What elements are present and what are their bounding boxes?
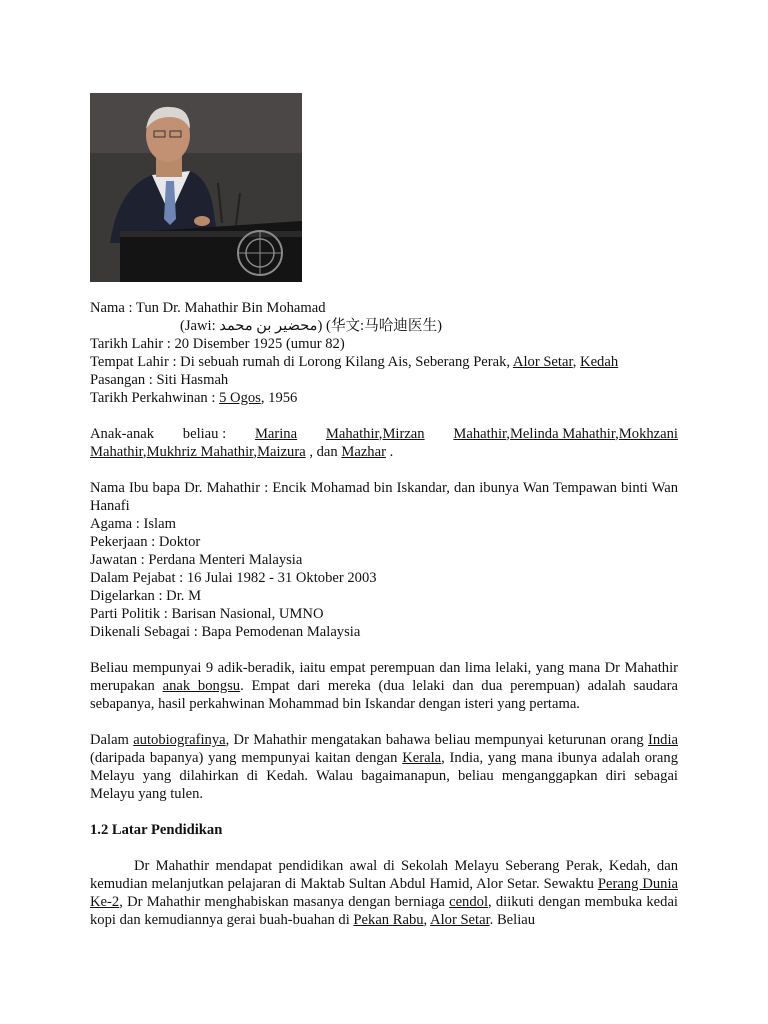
separator-dan: , dan [305,444,342,460]
separator: , [572,354,581,370]
link-perang-dunia[interactable]: Perang Dunia Ke-2 [90,876,678,910]
marriage-label: Tarikh Perkahwinan : [90,390,220,406]
link-mokhzani[interactable]: Mokhzani [618,426,678,442]
link-kedah[interactable]: Kedah [580,354,619,370]
link-alor-setar[interactable]: Alor Setar [512,354,573,370]
spouse: Pasangan : Siti Hasmah [90,372,229,388]
link-alor-setar-2[interactable]: Alor Setar [430,912,490,928]
children-label-b: beliau : [182,426,227,442]
children-line-2 [90,443,678,461]
link-cendol[interactable]: cendol [449,894,488,910]
religion: Agama : Islam [90,516,176,532]
children-block [90,425,678,461]
text: Beliau mempunyai 9 adik-beradik, iaitu empat perempuan dan lima lelaki, yang mana Dr Mahathir merupakan [90,660,678,694]
separator: , [506,426,510,442]
text: . Empat dari mereka (dua lelaki dan dua perempuan) adalah saudara sebapanya, hasil perkahwinan Mohammad bin Iskandar dengan isteri yang pertama. [90,678,678,712]
link-melinda-mahathir[interactable]: Melinda Mahathir [509,426,616,442]
parents: Nama Ibu bapa Dr. Mahathir : Encik Mohamad bin Iskandar, dan ibunya Wan Tempawan binti Wan Hanafi [90,480,678,514]
mirzan-surname-group [453,425,678,443]
marriage-date [90,389,678,407]
marriage-year: , 1956 [260,390,298,406]
portrait-illustration [90,93,302,282]
position: Jawatan : Perdana Menteri Malaysia [90,552,303,568]
link-mokhzani-surname[interactable]: Mahathir [90,444,143,460]
text: Dr Mahathir mendapat pendidikan awal di Sekolah Melayu Seberang Perak, Kedah, dan kemudian melanjutkan pelajaran di Maktab Sultan Abdul Hamid, Alor Setar. Sewaktu [90,858,678,892]
paragraph-education [90,857,678,929]
children-line-1 [90,425,678,443]
text: , India, yang mana ibunya adalah orang Melayu yang dilahirkan di Kedah. Walau bagaimanapun, beliau menganggapkan diri sebagai Melayu yang tulen. [90,750,678,802]
link-anak-bongsu[interactable]: anak bongsu [162,678,241,694]
document-page [90,93,678,929]
link-mazhar[interactable]: Mazhar [341,444,386,460]
link-mukhriz-mahathir[interactable]: Mukhriz Mahathir [146,444,254,460]
known-as: Dikenali Sebagai : Bapa Pemodenan Malaysia [90,624,361,640]
text: , Dr Mahathir mengatakan bahawa beliau mempunyai keturunan orang [225,732,648,748]
text: . Beliau [489,912,536,928]
link-marina-mahathir [326,425,425,443]
name-line: Nama : Tun Dr. Mahathir Bin Mohamad [90,300,326,316]
political-party: Parti Politik : Barisan Nasional, UMNO [90,606,324,622]
text: Dalam [90,732,134,748]
link-autobiografinya[interactable]: autobiografinya [133,732,226,748]
link-maizura[interactable]: Maizura [257,444,306,460]
paragraph-ancestry [90,731,678,803]
link-5-ogos[interactable]: 5 Ogos [219,390,261,406]
separator: , [142,444,147,460]
link-mirzan-surname[interactable]: Mahathir [453,426,507,442]
section-heading: 1.2 Latar Pendidikan [90,822,223,838]
text: , diikuti dengan membuka kedai kopi dan kemudiannya gerai buah-buahan di [90,894,678,928]
separator: , [615,426,619,442]
occupation: Pekerjaan : Doktor [90,534,201,550]
paragraph-siblings [90,659,678,713]
separator: , [423,912,431,928]
text: , Dr Mahathir menghabiskan masanya dengan berniaga [119,894,450,910]
office-term: Dalam Pejabat : 16 Julai 1982 - 31 Oktober 2003 [90,570,377,586]
text: (daripada bapanya) yang mempunyai kaitan dengan [90,750,403,766]
separator: , [378,426,383,442]
end-period: . [385,444,394,460]
link-india[interactable]: India [648,732,678,748]
link-kerala[interactable]: Kerala [402,750,442,766]
children-label: Anak-anak [90,426,155,442]
link-marina-surname[interactable]: Mahathir [325,426,379,442]
birth-place-text: Tempat Lahir : Di sebuah rumah di Lorong Kilang Ais, Seberang Perak, [90,354,513,370]
nickname: Digelarkan : Dr. M [90,588,202,604]
jawi-line: (Jawi: محضير بن محمد) (华文:马哈迪医生) [180,318,442,334]
separator: , [253,444,258,460]
link-mirzan[interactable]: Mirzan [382,426,425,442]
link-pekan-rabu[interactable]: Pekan Rabu [353,912,424,928]
link-marina[interactable]: Marina [254,426,298,442]
birth-date: Tarikh Lahir : 20 Disember 1925 (umur 82) [90,336,345,352]
portrait-photo [90,93,302,282]
birth-place [90,353,678,371]
